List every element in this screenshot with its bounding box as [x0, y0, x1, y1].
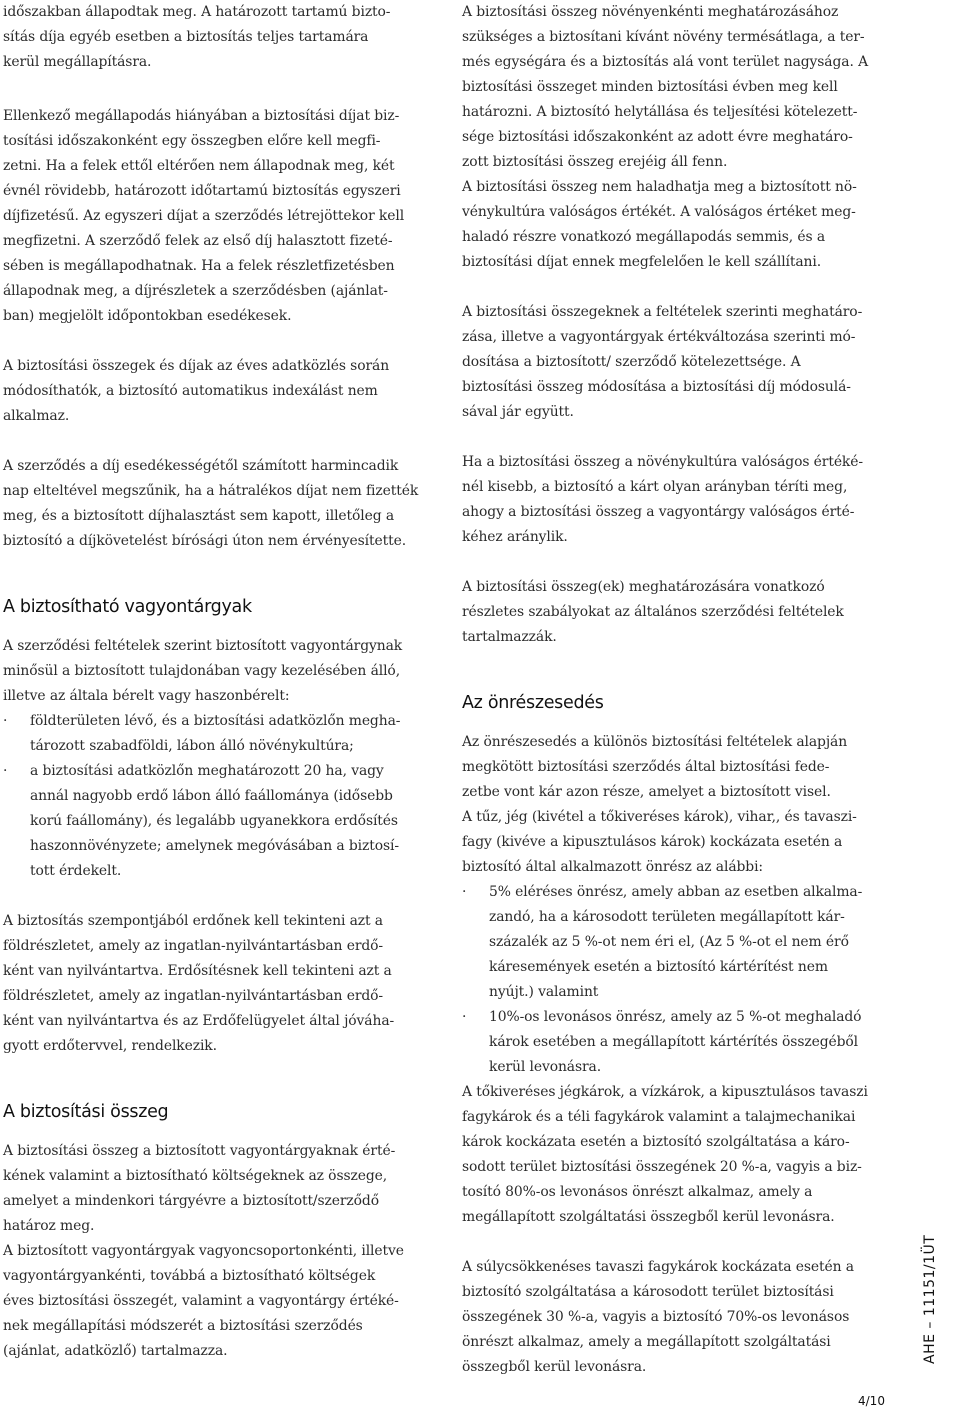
bullet-icon: ·: [3, 763, 8, 779]
list-item: · földterületen lévő, és a biztosítási adatközlőn megha- tározott szabadföldi, lábon álló növénykultúra;: [3, 709, 427, 759]
paragraph: A szerződési feltételek szerint biztosított vagyontárgynak minősül a biztosított tulajdonában vagy kezelésében álló, illetve az általa bérelt vagy haszonbérelt:: [3, 638, 403, 704]
paragraph: Ha a biztosítási összeg a növénykultúra valóságos értéké- nél kisebb, a biztosító a kárt olyan arányban téríti meg, ahogy a biztosítási összeg a vagyontárgy valóságos érté- kéhez aránylik.: [462, 454, 863, 545]
paragraph: A súlycsökkenéses tavaszi fagykárok kockázata esetén a biztosító szolgáltatása a károsodott terület biztosítási összegének 30 %-a, vagyis a biztosító 70%-os levonásos önrészt alkalmaz, amely a megállapított szolgáltatási összegből kerül levonásra.: [462, 1259, 854, 1375]
list-item: · a biztosítási adatközlőn meghatározott 20 ha, vagy annál nagyobb erdő lábon álló faállománya (idősebb korú faállomány), és legalább ugyanekkora erdősítés haszonnövényzete; amelynek megóvásában a biztosí- tott érdekelt.: [3, 759, 427, 884]
bullet-list: [462, 880, 892, 1080]
paragraph: A biztosítási összeg növényenkénti meghatározásához szükséges a biztosítani kívánt növény termésátlaga, a ter- més egységára és a biztosítás alá vont terület nagysága. A biztosítási összeget minden biztosítási évben meg kell határozni. A biztosító helytállása és teljesítési kötelezett- sége biztosítási időszakonként az adott évre meghatáro- zott biztosítási összeg erejéig áll fenn. A biztosítási összeg nem haladhatja meg a biztosított nö- vénykultúra valóságos értékét. A valóságos értéket meg- haladó részre vonatkozó megállapodás semmis, és a biztosítási díjat ennek megfelelően le kell szállítani.: [462, 4, 869, 270]
paragraph: A szerződés a díj esedékességétől számított harmincadik nap elteltével megszűnik, ha a hátralékos díjat nem fizették meg, és a biztosított díjhalasztást sem kapott, illetőleg a biztosító a díjkövetelést bírósági úton nem érvényesítette.: [3, 458, 419, 549]
paragraph: A tőkiveréses jégkárok, a vízkárok, a kipusztulásos tavaszi fagykárok és a téli fagykárok valamint a talajmechanikai károk kockázata esetén a biztosító szolgáltatása a káro- sodott terület biztosítási összegének 20 %-a, vagyis a biz- tosító 80%-os levonásos önrészt alkalmaz, amely a megállapított szolgáltatási összegből kerül levonásra.: [462, 1084, 868, 1225]
bullet-list: [3, 709, 427, 884]
paragraph: A biztosítási összeg(ek) meghatározására vonatkozó részletes szabályokat az általános szerződési feltételek tartalmazzák.: [462, 579, 844, 645]
paragraph: A biztosítás szempontjából erdőnek kell tekinteni azt a földrészletet, amely az ingatlan-nyilvántartásban erdő- ként van nyilvántartva. Erdősítésnek kell tekinteni azt a földrészletet, amely az ingatlan-nyilvántartásban erdő- ként van nyilvántartva és az Erdőfelügyelet által jóváha- gyott erdőtervvel, rendelkezik.: [3, 913, 395, 1054]
section-heading: A biztosítási összeg: [3, 1102, 169, 1122]
bullet-icon: ·: [3, 713, 8, 729]
paragraph: A biztosítási összegeknek a feltételek szerinti meghatáro- zása, illetve a vagyontárgyak értékváltozása szerinti mó- dosítása a biztosított/ szerződő kötelezettsége. A biztosítási összeg módosítása a biztosítási díj módosulá- sával jár együtt.: [462, 304, 863, 420]
right-column: [462, 0, 892, 1380]
paragraph: A biztosítási összegek és díjak az éves adatközlés során módosíthatók, a biztosító automatikus indexálást nem alkalmaz.: [3, 358, 390, 424]
bullet-icon: ·: [462, 1009, 467, 1025]
paragraph: Az önrészesedés a különös biztosítási feltételek alapján megkötött biztosítási szerződés által biztosítási fede- zetbe vont kár azon része, amelyet a biztosított visel. A tűz, jég (kivétel a tőkiveréses károk), vihar,, és tavaszi- fagy (kivéve a kipusztulásos károk) kockázata esetén a biztosító által alkalmazott önrész az alábbi:: [462, 734, 857, 875]
document-code: AHE – 11151/1ÜT: [922, 1234, 938, 1364]
section-heading: Az önrészesedés: [462, 693, 604, 713]
list-item: · 10%-os levonásos önrész, amely az 5 %-ot meghaladó károk esetében a megállapított kártérítés összegéből kerül levonásra.: [462, 1005, 892, 1080]
section-heading: A biztosítható vagyontárgyak: [3, 597, 252, 617]
paragraph: Ellenkező megállapodás hiányában a biztosítási díjat biz- tosítási időszakonként egy összegben előre kell megfi- zetni. Ha a felek ettől eltérően nem állapodnak meg, két évnél rövidebb, határozott időtartamú biztosítás egyszeri díjfizetésű. Az egyszeri díjat a szerződés létrejöttekor kell megfizetni. A szerződő felek az első díj halasztott fizeté- sében is megállapodhatnak. Ha a felek részletfizetésben állapodnak meg, a díjrészletek a szerződésben (ajánlat- ban) megjelölt időpontokban esedékesek.: [3, 108, 405, 324]
list-item: · 5% eléréses önrész, amely abban az esetben alkalma- zandó, ha a károsodott területen megállapított kár- százalék az 5 %-ot nem éri el, (Az 5 %-ot el nem érő káresemények esetén a biztosító kártérítést nem nyújt.) valamint: [462, 880, 892, 1005]
bullet-icon: ·: [462, 884, 467, 900]
paragraph: időszakban állapodtak meg. A határozott tartamú bizto- sítás díja egyéb esetben a biztosítás teljes tartamára kerül megállapításra.: [3, 4, 391, 70]
paragraph: A biztosítási összeg a biztosított vagyontárgyaknak érté- kének valamint a biztosítható költségeknek az összege, amelyet a mindenkori tárgyévre a biztosított/szerződő határoz meg. A biztosított vagyontárgyak vagyoncsoportonkénti, illetve vagyontárgyankénti, továbbá a biztosítható költségek éves biztosítási összegét, valamint a vagyontárgy értéké- nek megállapítási módszerét a biztosítási szerződés (ajánlat, adatközlő) tartalmazza.: [3, 1143, 404, 1359]
left-column: [3, 0, 427, 1364]
page-number: 4/10: [858, 1394, 885, 1408]
